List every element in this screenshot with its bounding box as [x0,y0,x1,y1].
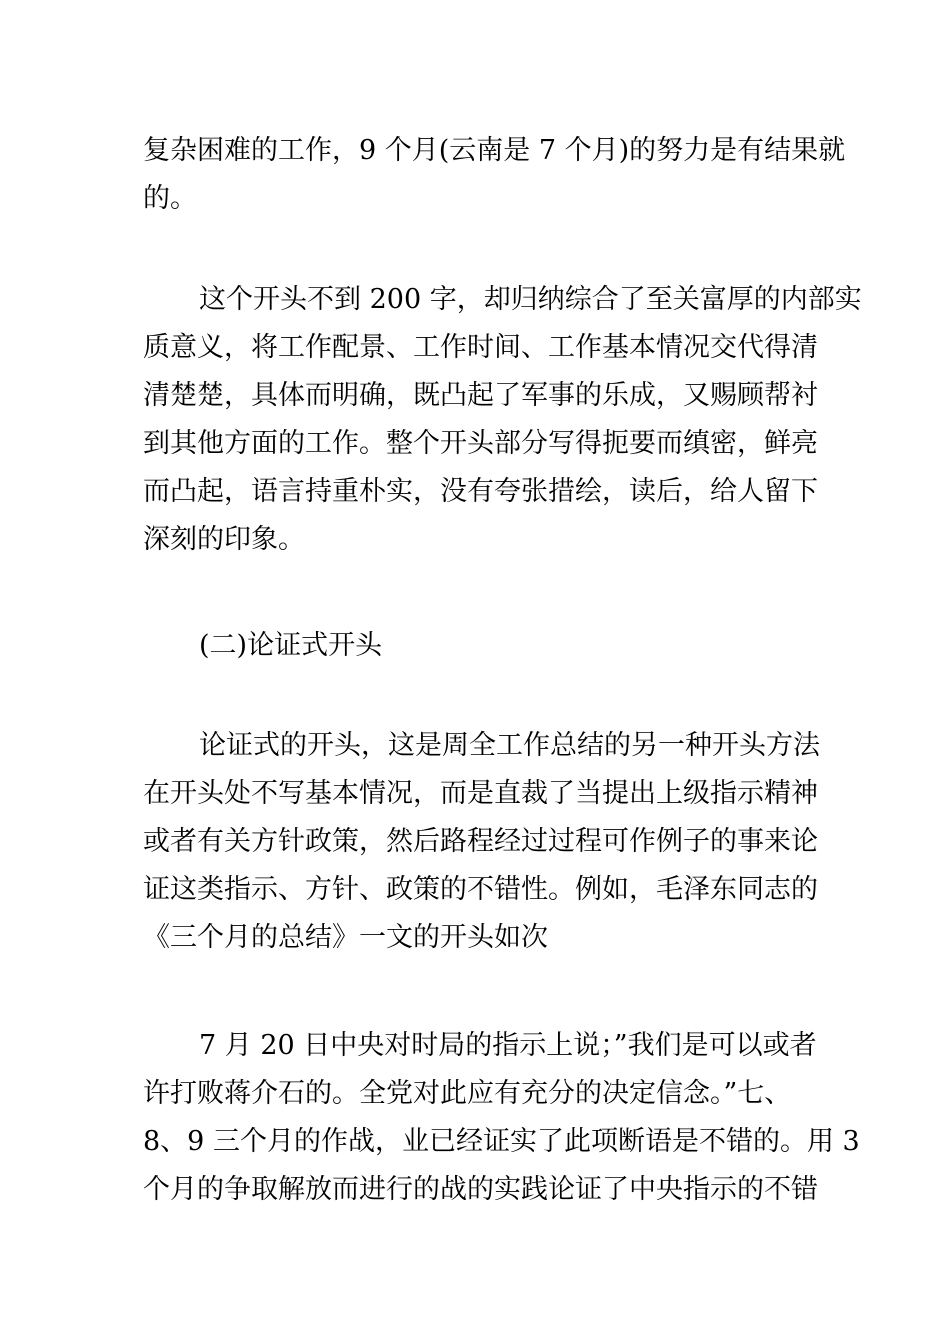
text-line: 8、9 三个月的作战，业已经证实了此项断语是不错的。用 3 [143,1126,860,1157]
text-line: 或者有关方针政策，然后路程经过过程可作例子的事来论 [143,826,818,857]
text-line: 到其他方面的工作。整个开头部分写得扼要而缜密，鲜亮 [143,428,818,459]
section-heading-text: (二)论证式开头 [199,630,383,661]
paragraph-quote-example [143,1022,860,1214]
text-line: 在开头处不写基本情况，而是直裁了当提出上级指示精神 [143,778,818,809]
text-line: 许打败蒋介石的。全党对此应有充分的决定信念。”七、 [143,1078,792,1109]
text-line: 的。 [143,183,197,214]
text-line: 清楚楚，具体而明确，既凸起了军事的乐成，又赐顾帮衬 [143,380,818,411]
text-line: 个月的争取解放而进行的战的实践论证了中央指示的不错 [143,1174,818,1205]
text-line: 深刻的印象。 [143,524,305,555]
text-line: 论证式的开头，这是周全工作总结的另一种开头方法 [199,730,820,761]
text-line: 《三个月的总结》一文的开头如次 [143,922,548,953]
paragraph-analysis [143,276,862,564]
text-line: 复杂困难的工作，9 个月(云南是 7 个月)的努力是有结果就 [143,135,846,166]
section-heading [143,622,811,670]
paragraph-argument-intro [143,722,820,962]
paragraph-continuation [143,127,846,223]
text-line: 而凸起，语言持重朴实，没有夸张措绘，读后，给人留下 [143,476,818,507]
text-line: 7 月 20 日中央对时局的指示上说；”我们是可以或者 [199,1030,817,1061]
text-line: 质意义，将工作配景、工作时间、工作基本情况交代得清 [143,332,818,363]
text-line: 证这类指示、方针、政策的不错性。例如，毛泽东同志的 [143,874,818,905]
text-line: 这个开头不到 200 字，却归纳综合了至关富厚的内部实 [199,284,862,315]
